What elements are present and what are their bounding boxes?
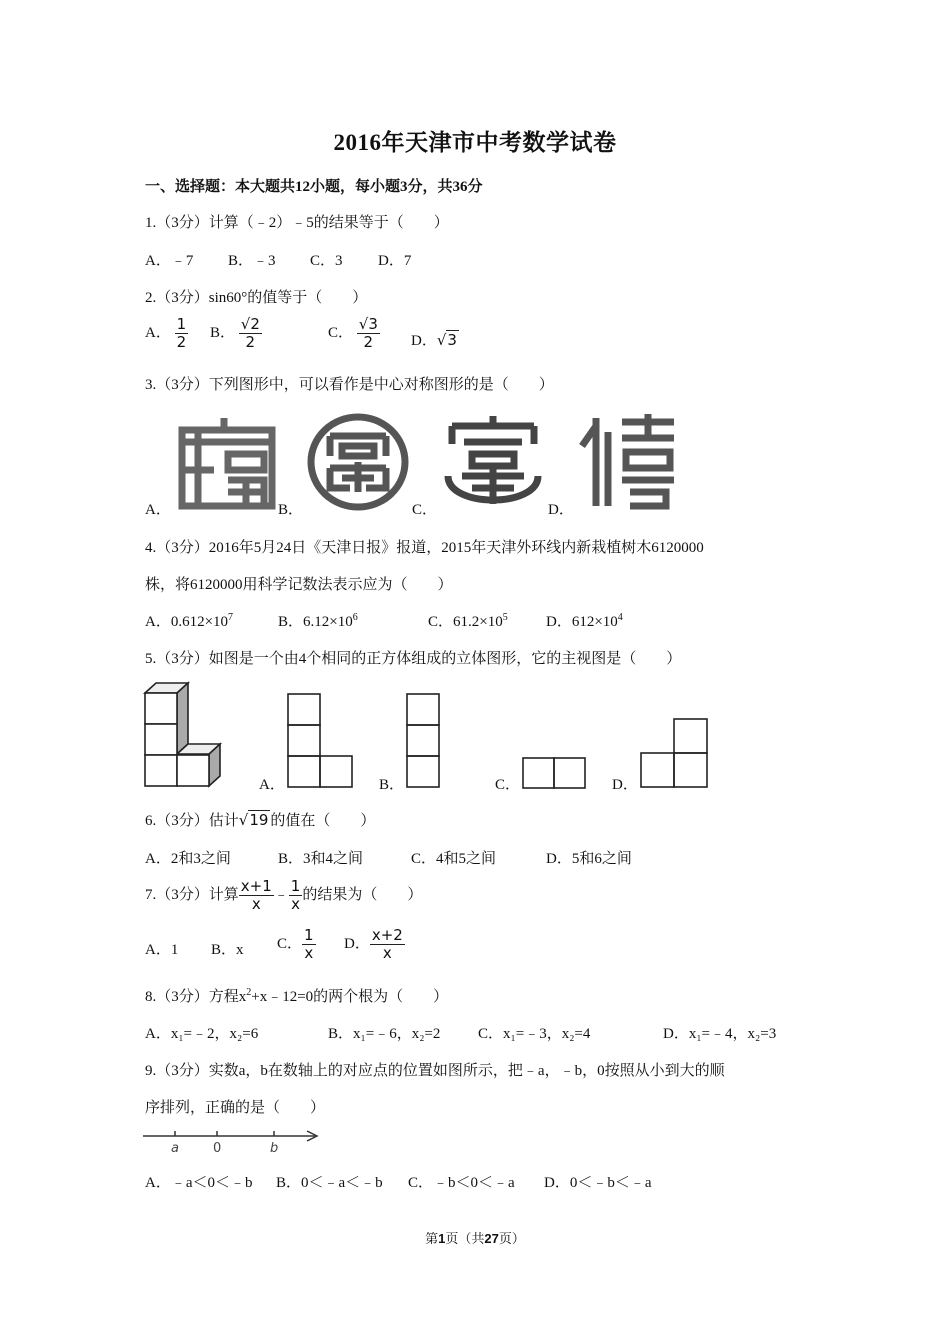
q5-option-b: B． [379, 777, 405, 793]
q2-b-den: 2 [245, 333, 256, 352]
q2-a-den: 2 [176, 333, 187, 352]
footer-page-number: 1 [438, 1231, 446, 1246]
q7-d-num: x+2 [371, 926, 403, 944]
q7-f1-den: x [251, 895, 261, 914]
q4-option-c [428, 610, 508, 631]
q9-stem-line1: 9.（3分）实数a，b在数轴上的对应点的位置如图所示，把﹣a，﹣b，0按照从小到大的顺 [145, 1063, 725, 1079]
q3-figure-b [306, 412, 410, 512]
q5-option-a-figure [287, 693, 353, 789]
q2-d-label: D． [411, 333, 437, 349]
q7-d-den: x [382, 944, 392, 963]
q9-option-a: A．﹣a＜0＜﹣b [145, 1175, 253, 1191]
axis-label-0: 0 [213, 1141, 222, 1156]
q6-stem [145, 809, 375, 830]
footer-pre: 第 [425, 1231, 439, 1246]
q3-option-c: C． [412, 502, 438, 518]
q3-figure-c [442, 412, 544, 510]
q7-d-label: D． [344, 936, 370, 953]
q2-c-fraction [357, 316, 380, 352]
footer-total-pages: 27 [484, 1231, 499, 1246]
q6-stem-pre: 6.（3分）估计 [145, 813, 239, 829]
q7-option-c [277, 927, 316, 963]
q7-f2-num: 1 [290, 877, 301, 895]
q2-option-c [328, 316, 380, 352]
q5-option-b-figure [406, 693, 440, 789]
q8-option-c: C．x₁=﹣3，x₂=4 [478, 1026, 591, 1042]
q7-option-b: B．x [211, 942, 244, 958]
q2-c-num: √3 [358, 315, 378, 333]
footer-post: 页） [498, 1231, 525, 1246]
q4-b-exp: 6 [352, 612, 358, 623]
q5-option-c-figure [522, 757, 586, 789]
q7-d-fraction [370, 927, 405, 963]
q1-option-b: B．﹣3 [228, 253, 276, 269]
q3-option-d: D． [548, 502, 574, 518]
q8-stem [145, 985, 448, 1006]
q4-c-base: C．61.2×10 [428, 614, 503, 630]
q4-stem-line1: 4.（3分）2016年5月24日《天津日报》报道，2015年天津外环线内新栽植树木6120000 [145, 540, 704, 556]
q4-stem-line2: 株，将6120000用科学记数法表示应为（ ） [145, 577, 453, 593]
q2-d-radicand: 3 [447, 331, 457, 349]
q7-c-label: C． [277, 936, 303, 953]
q2-option-a [145, 316, 188, 352]
q2-b-num: √2 [240, 315, 260, 333]
q7-stem-pre: 7.（3分）计算 [145, 887, 239, 904]
q9-option-b: B．0＜﹣a＜﹣b [276, 1175, 383, 1191]
q2-b-label: B． [210, 325, 236, 342]
q6-radicand: 19 [249, 811, 269, 829]
q7-c-den: x [304, 944, 314, 963]
q2-option-b [210, 316, 262, 352]
q5-solid-figure [144, 682, 222, 788]
q7-stem [145, 878, 422, 914]
q7-c-fraction [302, 927, 316, 963]
q5-option-d-figure [640, 718, 708, 788]
q3-stem: 3.（3分）下列图形中，可以看作是中心对称图形的是（ ） [145, 377, 554, 393]
q8-option-b: B．x₁=﹣6，x₂=2 [328, 1026, 441, 1042]
q4-option-b [278, 610, 358, 631]
q6-option-b: B．3和4之间 [278, 851, 364, 867]
q5-stem: 5.（3分）如图是一个由4个相同的正方体组成的立体图形，它的主视图是（ ） [145, 651, 682, 667]
number-line [143, 1125, 323, 1155]
axis-label-a: a [171, 1141, 179, 1156]
q3-figure-a [178, 412, 276, 510]
q8-stem-exp: 2 [246, 987, 252, 998]
q4-option-d [546, 610, 623, 631]
q4-a-exp: 7 [228, 612, 234, 623]
q6-sqrt: √19 [238, 811, 269, 829]
q5-option-d: D． [612, 777, 638, 793]
q7-minus: ﹣ [273, 887, 289, 904]
axis-label-b: b [270, 1141, 279, 1156]
section-heading: 一、选择题：本大题共12小题，每小题3分，共36分 [145, 179, 483, 195]
q6-option-c: C．4和5之间 [411, 851, 497, 867]
q2-a-fraction [175, 316, 189, 352]
q2-a-num: 1 [176, 315, 187, 333]
q2-stem: 2.（3分）sin60°的值等于（ ） [145, 290, 368, 306]
q6-option-d: D．5和6之间 [546, 851, 632, 867]
q4-d-base: D．612×10 [546, 614, 618, 630]
q5-option-a: A． [259, 777, 285, 793]
q1-option-d: D．7 [378, 253, 412, 269]
q9-option-c: C．﹣b＜0＜﹣a [408, 1175, 515, 1191]
q4-b-base: B．6.12×10 [278, 614, 353, 630]
q8-stem-post: +x﹣12=0的两个根为（ ） [251, 989, 449, 1005]
q9-stem-line2: 序排列，正确的是（ ） [145, 1100, 326, 1116]
q4-c-exp: 5 [502, 612, 508, 623]
q2-c-label: C． [328, 325, 354, 342]
q9-option-d: D．0＜﹣b＜﹣a [544, 1175, 652, 1191]
q7-f1-num: x+1 [240, 877, 272, 895]
q6-option-a: A．2和3之间 [145, 851, 231, 867]
q4-option-a [145, 610, 233, 631]
q5-option-c: C． [495, 777, 521, 793]
q7-option-d [344, 927, 405, 963]
q2-a-label: A． [145, 325, 171, 342]
q2-d-sqrt: √3 [436, 331, 457, 349]
q6-stem-post: 的值在（ ） [270, 813, 376, 829]
q4-a-base: A．0.612×10 [145, 614, 229, 630]
q3-figure-d [578, 412, 678, 510]
q2-option-d [411, 329, 459, 350]
q8-stem-pre: 8.（3分）方程x [145, 989, 247, 1005]
page-footer [0, 1228, 950, 1247]
q4-d-exp: 4 [617, 612, 623, 623]
q3-option-a: A． [145, 502, 171, 518]
q1-option-c: C．3 [310, 253, 343, 269]
q7-stem-post: 的结果为（ ） [302, 887, 423, 904]
footer-mid: 页（共 [445, 1231, 485, 1246]
q7-c-num: 1 [304, 926, 314, 944]
q1-option-a: A．﹣7 [145, 253, 194, 269]
q7-option-a: A．1 [145, 942, 179, 958]
q7-fraction-1 [239, 878, 274, 914]
q8-option-d: D．x₁=﹣4，x₂=3 [663, 1026, 777, 1042]
q1-stem: 1.（3分）计算（﹣2）﹣5的结果等于（ ） [145, 215, 449, 231]
q3-option-b: B． [278, 502, 304, 518]
q7-f2-den: x [291, 895, 300, 914]
q8-option-a: A．x₁=﹣2，x₂=6 [145, 1026, 259, 1042]
q2-b-fraction [239, 316, 262, 352]
paper-title: 2016年天津市中考数学试卷 [333, 130, 617, 155]
q2-c-den: 2 [363, 333, 374, 352]
q7-fraction-2 [289, 878, 303, 914]
